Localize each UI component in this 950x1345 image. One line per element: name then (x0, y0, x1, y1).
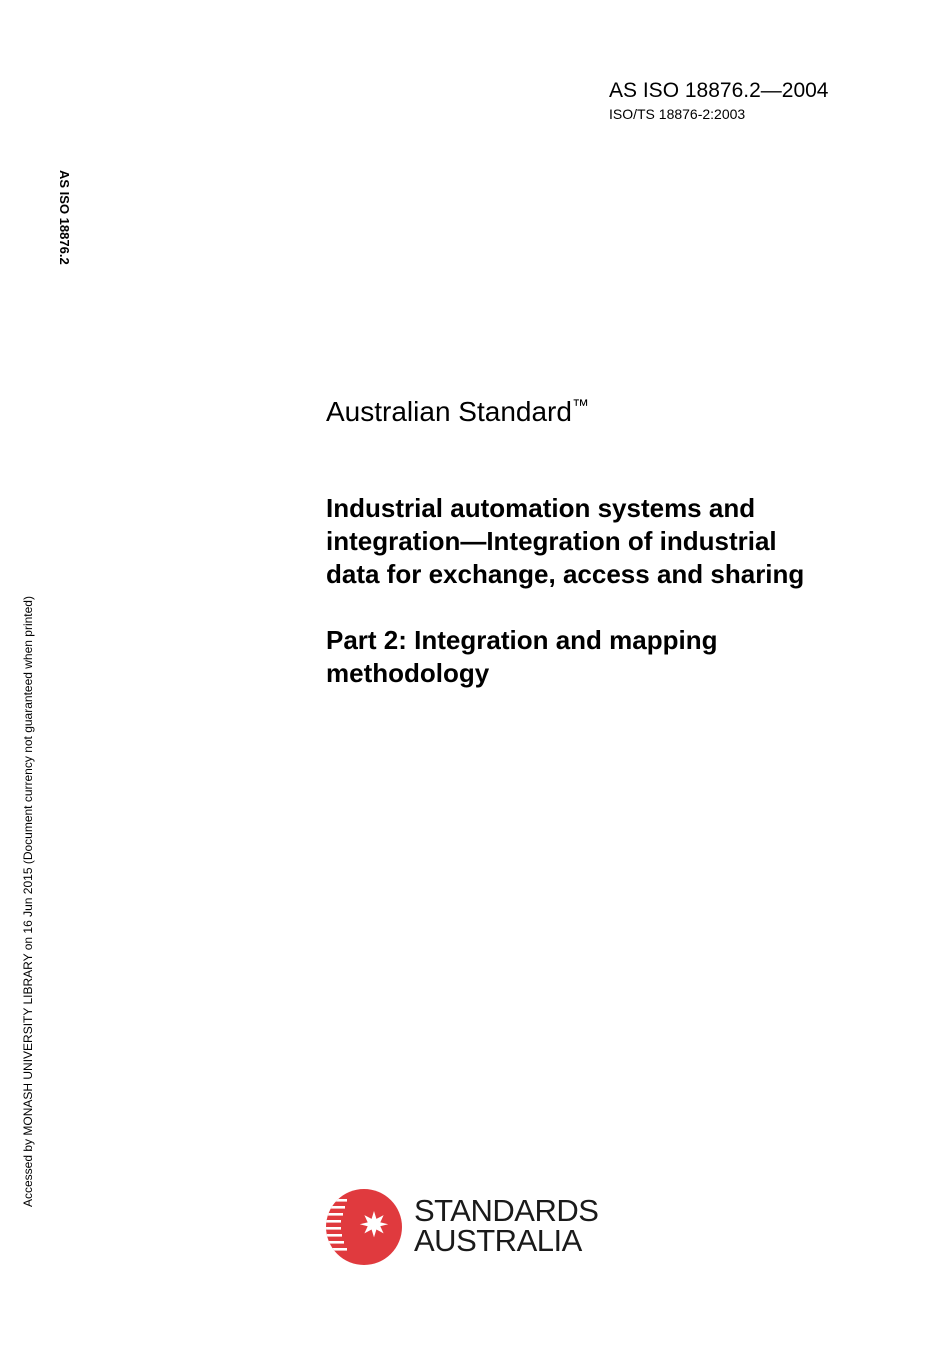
series-name (326, 389, 589, 429)
logo-wordmark (414, 1193, 599, 1258)
document-title (326, 492, 926, 591)
logo-line-standards: STANDARDS (414, 1193, 599, 1228)
title-line: Industrial automation systems and (326, 493, 756, 523)
part-title-line: Part 2: Integration and mapping (326, 625, 718, 655)
standards-australia-logo (325, 1187, 605, 1267)
part-title-line: methodology (326, 658, 490, 688)
trademark-symbol: ™ (571, 396, 589, 415)
iso-reference: ISO/TS 18876-2:2003 (609, 106, 746, 122)
standards-australia-star-icon (325, 1187, 405, 1267)
spine-label: AS ISO 18876.2 (57, 170, 72, 265)
access-note: Accessed by MONASH UNIVERSITY LIBRARY on 16 Jun 2015 (Document currency not guaranteed when printed) (21, 596, 35, 1207)
title-line: integration—Integration of industrial (326, 526, 777, 556)
series-label: Australian Standard (326, 396, 572, 427)
part-title (326, 624, 926, 690)
title-line: data for exchange, access and sharing (326, 559, 805, 589)
logo-line-australia: AUSTRALIA (414, 1223, 582, 1258)
standard-number: AS ISO 18876.2—2004 (609, 79, 829, 102)
